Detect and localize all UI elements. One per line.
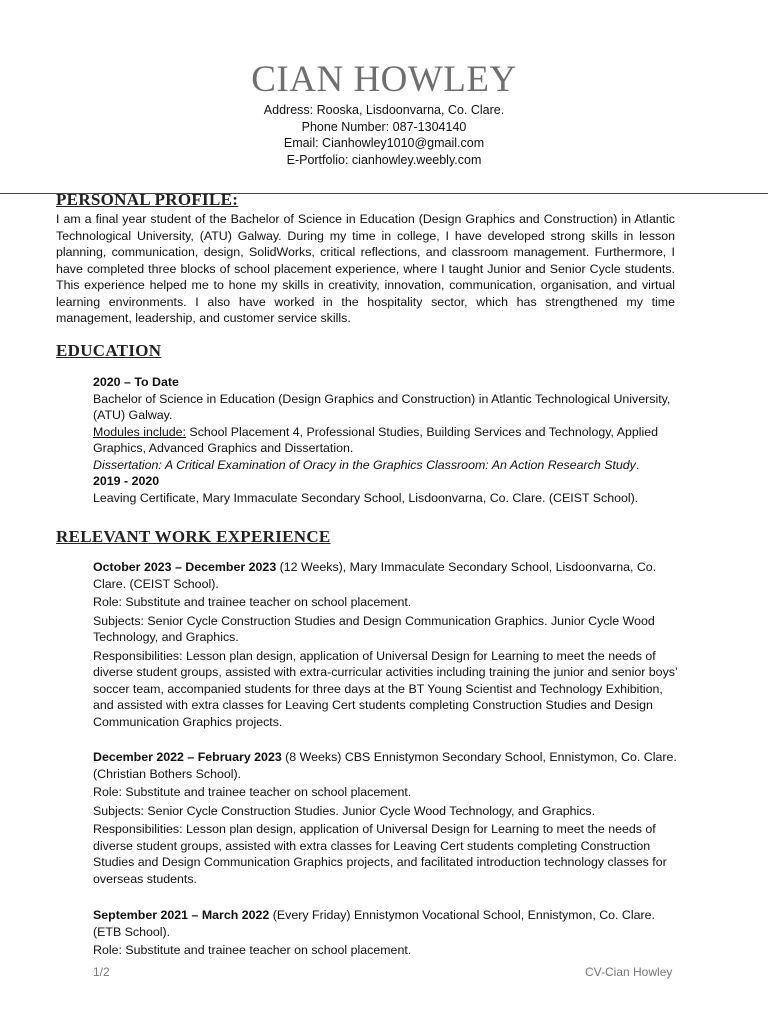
work-details: (Every Friday) Ennistymon Vocational School, Ennistymon, Co. Clare. (ETB School). [93,908,655,939]
education-degree: Leaving Certificate, Mary Immaculate Secondary School, Lisdoonvarna, Co. Clare. (CEIST School). [93,490,639,505]
page-number: 1/2 [93,965,110,979]
work-subjects: Subjects: Senior Cycle Construction Studies and Design Communication Graphics. Junior Cycle Wood Technology, and Graphics. [93,613,655,644]
education-heading: EDUCATION [56,341,162,360]
work-responsibilities: Responsibilities: Lesson plan design, application of Universal Design for Learning to meet the needs of diverse student groups, assisted with extra-curricular activities including training the junior and senior boys’ soccer team, accompanied students for three days at the BT Young Scientist and Technology Exhibition, and assisted with extra classes for Leaving Cert students completing Construction Studies and Design Communication Graphics projects. [93,648,678,729]
email-line[interactable]: Email: Cianhowley1010@gmail.com [283,136,485,150]
work-dates: October 2023 – December 2023 [93,560,277,574]
modules-label: Modules include: [93,424,186,439]
work-entry-header [93,559,683,592]
education-list [93,374,683,506]
work-dates: December 2022 – February 2023 [93,750,282,764]
work-role: Role: Substitute and trainee teacher on school placement. [93,943,412,957]
address-line: Address: Rooska, Lisdoonvarna, Co. Clare. [263,103,505,117]
work-role: Role: Substitute and trainee teacher on school placement. [93,595,412,609]
phone-line: Phone Number: 087-1304140 [301,119,467,134]
education-dates: 2020 – To Date [93,375,179,389]
work-entry [93,907,683,959]
work-entry [93,749,683,887]
profile-heading: PERSONAL PROFILE: [56,190,239,209]
portfolio-line[interactable]: E-Portfolio: cianhowley.weebly.com [286,152,482,167]
document-label: CV-Cian Howley [585,965,673,979]
work-subjects: Subjects: Senior Cycle Construction Studies. Junior Cycle Wood Technology, and Graphics. [93,803,596,818]
work-entry [93,559,683,730]
education-modules [93,424,683,457]
header [0,58,768,168]
candidate-name: CIAN HOWLEY [251,59,517,100]
work-entry-header [93,907,683,940]
work-details: (12 Weeks), Mary Immaculate Secondary School, Lisdoonvarna, Co. Clare. (CEIST School). [93,560,657,591]
modules-list: School Placement 4, Professional Studies, Building Services and Technology, Applied Graphics, Advanced Graphics and Dissertation. [93,424,659,455]
education-dissertation: Dissertation: A Critical Examination of Oracy in the Graphics Classroom: An Action Research Study. [93,457,640,472]
work-responsibilities: Responsibilities: Lesson plan design, application of Universal Design for Learning to meet the needs of diverse student groups, assisted with extra classes for Leaving Cert students completing Construction Studies and Design Communication Graphics projects, and facilitated introduction technology classes for overseas students. [93,822,667,886]
work-details: (8 Weeks) CBS Ennistymon Secondary School, Ennistymon, Co. Clare. (Christian Bothers School). [93,750,677,781]
work-heading: RELEVANT WORK EXPERIENCE [56,527,331,546]
work-dates: September 2021 – March 2022 [93,908,270,922]
work-role: Role: Substitute and trainee teacher on school placement. [93,785,412,799]
work-entry-header [93,749,683,782]
education-dates: 2019 - 2020 [93,474,160,488]
education-degree: Bachelor of Science in Education (Design Graphics and Construction) in Atlantic Technological University, (ATU) Galway. [93,391,671,422]
profile-text: I am a final year student of the Bachelor of Science in Education (Design Graphics and Construction) in Atlantic Technological University, (ATU) Galway. During my time in college, I have developed strong skills in lesson planning, communication, design, SolidWorks, critical reflections, and classroom management. Furthermore, I have completed three blocks of school placement experience, where I taught Junior and Senior Cycle students. This experience helped me to hone my skills in creativity, innovation, communication, organisation, and virtual learning environments. I also have worked in the hospitality sector, which has strengthened my time management, leadership, and customer service skills. [56,212,675,325]
